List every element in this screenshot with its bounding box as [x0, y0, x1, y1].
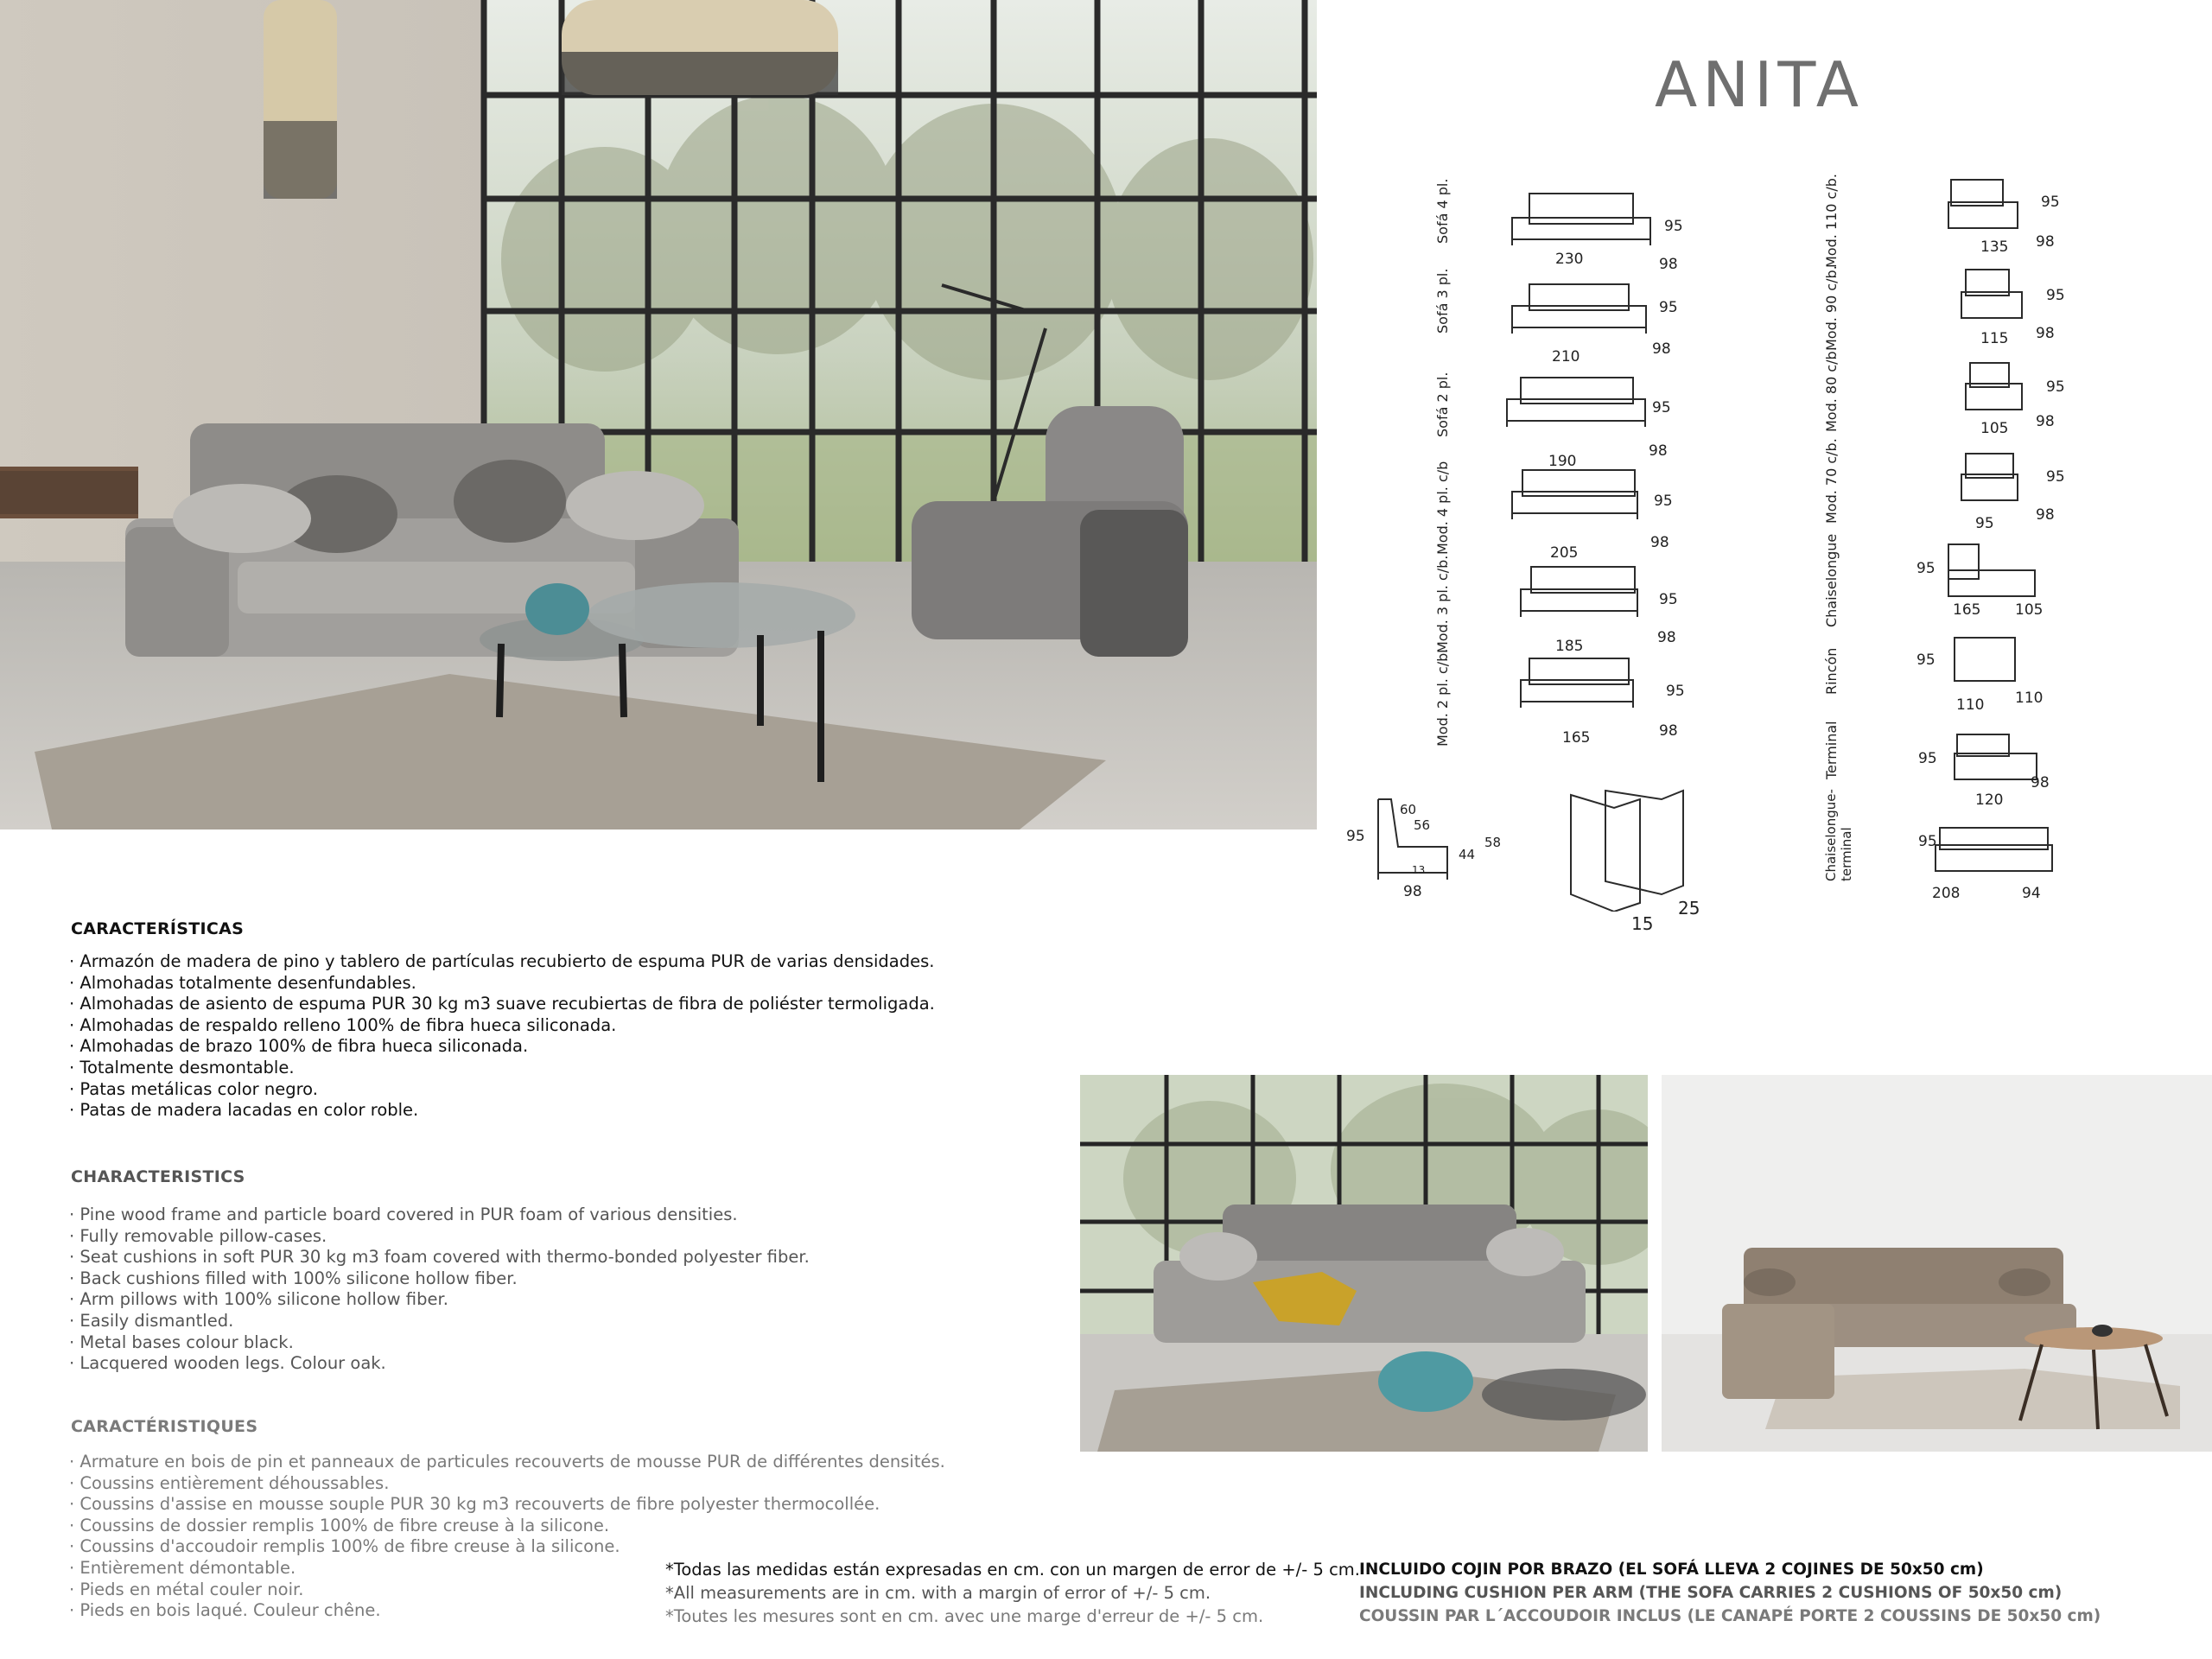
module-depth: 98: [1659, 722, 1678, 740]
cushion-diagram: [1555, 782, 1719, 942]
profile-arm-height: 58: [1484, 835, 1502, 850]
measurement-notes: [665, 1558, 1360, 1628]
profile-height: 95: [1346, 828, 1365, 845]
module-depth: 98: [2036, 233, 2055, 251]
sofa-drawings-left: [1503, 185, 1659, 738]
list-item: · Coussins d'accoudoir remplis 100% de fibre creuse à la silicone.: [69, 1536, 620, 1557]
module-depth: 105: [2015, 601, 2044, 619]
module-depth: 98: [2036, 413, 2055, 430]
module-label: Sofá 3 pl.: [1434, 268, 1451, 334]
module-label: Mod. 4 pl. c/b: [1434, 461, 1451, 555]
cushion-note-en: INCLUDING CUSHION PER ARM (THE SOFA CARRIES 2 CUSHIONS OF 50x50 cm): [1359, 1584, 2063, 1602]
list-item: · Back cushions filled with 100% silicone hollow fiber.: [69, 1268, 518, 1288]
list-item: · Entièrement démontable.: [69, 1557, 296, 1578]
module-width: 95: [1975, 515, 1994, 532]
module-height: 95: [2046, 378, 2065, 396]
list-item: · Totalmente desmontable.: [69, 1057, 295, 1077]
list-item: · Arm pillows with 100% silicone hollow fiber.: [69, 1289, 448, 1310]
profile-diagram: [1339, 786, 1512, 907]
module-width: 165: [1953, 601, 1981, 619]
list-item: · Metal bases colour black.: [69, 1332, 294, 1352]
module-width: 185: [1555, 638, 1584, 655]
module-depth: 98: [2036, 506, 2055, 524]
cushion-notes: [1359, 1558, 2101, 1628]
module-depth: 94: [2022, 885, 2041, 902]
note-fr: *Toutes les mesures sont en cm. avec une marge d'erreur de +/- 5 cm.: [665, 1606, 1264, 1626]
module-width: 230: [1555, 251, 1584, 268]
list-item: · Coussins d'assise en mousse souple PUR 30 kg m3 recouverts de fibre polyester thermocollée.: [69, 1494, 880, 1515]
module-height: 95: [1916, 652, 1936, 669]
list-item: · Armazón de madera de pino y tablero de partículas recubierto de espuma PUR de varias densidades.: [69, 951, 935, 971]
module-height: 95: [1659, 591, 1678, 608]
list-item: · Almohadas totalmente desenfundables.: [69, 972, 416, 993]
list-item: · Almohadas de asiento de espuma PUR 30 kg m3 suave recubiertas de fibra de poliéster termoligada.: [69, 994, 935, 1014]
module-label: Mod. 70 c/b.: [1823, 438, 1840, 524]
profile-depth: 98: [1403, 883, 1422, 900]
module-width: 165: [1562, 729, 1591, 747]
module-height: 95: [1918, 750, 1937, 767]
list-item: · Pieds en métal couler noir.: [69, 1579, 304, 1599]
module-label: Chaiselongue- terminal: [1823, 789, 1854, 881]
module-height: 95: [1916, 560, 1936, 577]
module-width: 205: [1550, 544, 1579, 562]
page-title: ANITA: [1655, 48, 1864, 121]
list-item: · Almohadas de brazo 100% de fibra hueca siliconada.: [69, 1036, 529, 1057]
module-height: 95: [1664, 218, 1683, 235]
list-item: · Easily dismantled.: [69, 1310, 234, 1331]
module-depth: 110: [2015, 690, 2044, 707]
module-height: 95: [2041, 194, 2060, 211]
module-label: Chaiselongue: [1823, 533, 1840, 627]
list-item: · Seat cushions in soft PUR 30 kg m3 foam covered with thermo-bonded polyester fiber.: [69, 1247, 810, 1268]
module-label: Mod. 90 c/b.: [1823, 265, 1840, 351]
cushion-icon: [1562, 782, 1718, 912]
list-item: · Pine wood frame and particle board covered in PUR foam of various densities.: [69, 1205, 738, 1224]
module-depth: 98: [1649, 442, 1668, 460]
module-depth: 98: [1657, 629, 1676, 646]
sofa-photo-chaiselongue: [1662, 1075, 2212, 1452]
section-list-es: [69, 951, 935, 1122]
section-list-en: [69, 1205, 810, 1375]
module-label: Rincón: [1823, 647, 1840, 695]
module-depth: 98: [1652, 340, 1671, 358]
note-es: *Todas las medidas están expresadas en cm. con un margen de error de +/- 5 cm.: [665, 1560, 1360, 1580]
module-height: 95: [1918, 833, 1937, 850]
list-item: · Fully removable pillow-cases.: [69, 1225, 327, 1246]
module-depth: 98: [2031, 774, 2050, 791]
module-width: 110: [1956, 696, 1985, 714]
module-depth: 98: [2036, 325, 2055, 342]
module-width: 115: [1980, 330, 2009, 347]
module-height: 95: [2046, 287, 2065, 304]
cushion-note-es: INCLUIDO COJIN POR BRAZO (EL SOFÁ LLEVA 2 COJINES DE 50x50 cm): [1359, 1560, 1984, 1579]
cushion-note-fr: COUSSIN PAR L´ACCOUDOIR INCLUS (LE CANAPÉ PORTE 2 COUSSINS DE 50x50 cm): [1359, 1607, 2101, 1625]
module-column-right: [1815, 173, 2074, 916]
module-width: 190: [1548, 453, 1577, 470]
module-label: Terminal: [1823, 721, 1840, 779]
section-heading-fr: CARACTÉRISTIQUES: [71, 1417, 258, 1436]
cushion-thick: 25: [1678, 898, 1700, 918]
module-width: 208: [1932, 885, 1961, 902]
module-label: Sofá 4 pl.: [1434, 178, 1451, 244]
profile-leg: 13: [1412, 864, 1426, 876]
list-item: · Coussins de dossier remplis 100% de fibre creuse à la silicone.: [69, 1515, 610, 1535]
list-item: · Coussins entièrement déhoussables.: [69, 1472, 390, 1493]
section-heading-es: CARACTERÍSTICAS: [71, 919, 245, 938]
profile-back: 60: [1400, 802, 1417, 817]
module-height: 95: [1652, 399, 1671, 416]
module-width: 135: [1980, 238, 2009, 256]
main-living-room-photo: [0, 0, 1317, 830]
list-item: · Pieds en bois laqué. Couleur chêne.: [69, 1600, 381, 1621]
module-label: Mod. 2 pl. c/b.: [1434, 648, 1451, 747]
module-width: 105: [1980, 420, 2009, 437]
module-height: 95: [1659, 299, 1678, 316]
module-width: 120: [1975, 791, 2004, 809]
module-width: 210: [1552, 348, 1580, 365]
module-height: 95: [2046, 468, 2065, 486]
module-label: Mod. 110 c/b.: [1823, 174, 1840, 268]
sofa-drawings-right: [1884, 173, 2056, 916]
sofa-photo-window: [1080, 1075, 1648, 1452]
note-en: *All measurements are in cm. with a margin of error of +/- 5 cm.: [665, 1583, 1211, 1603]
module-label: Mod. 3 pl. c/b.: [1434, 555, 1451, 653]
profile-seat-height: 44: [1459, 847, 1476, 862]
list-item: · Almohadas de respaldo relleno 100% de fibra hueca siliconada.: [69, 1014, 617, 1035]
cushion-thin: 15: [1631, 913, 1654, 934]
module-depth: 98: [1650, 534, 1669, 551]
module-column-left: [1426, 173, 1702, 752]
module-label: Mod. 80 c/b.: [1823, 346, 1840, 432]
section-heading-en: CHARACTERISTICS: [71, 1167, 245, 1186]
module-depth: 98: [1659, 256, 1678, 273]
profile-seat-depth: 56: [1414, 817, 1431, 833]
list-item: · Lacquered wooden legs. Colour oak.: [69, 1353, 386, 1374]
module-height: 95: [1654, 493, 1673, 510]
list-item: · Armature en bois de pin et panneaux de particules recouverts de mousse PUR de différentes densités.: [69, 1452, 945, 1471]
module-label: Sofá 2 pl.: [1434, 372, 1451, 437]
module-height: 95: [1666, 683, 1685, 700]
list-item: · Patas de madera lacadas en color roble.: [69, 1100, 419, 1121]
list-item: · Patas metálicas color negro.: [69, 1078, 318, 1099]
